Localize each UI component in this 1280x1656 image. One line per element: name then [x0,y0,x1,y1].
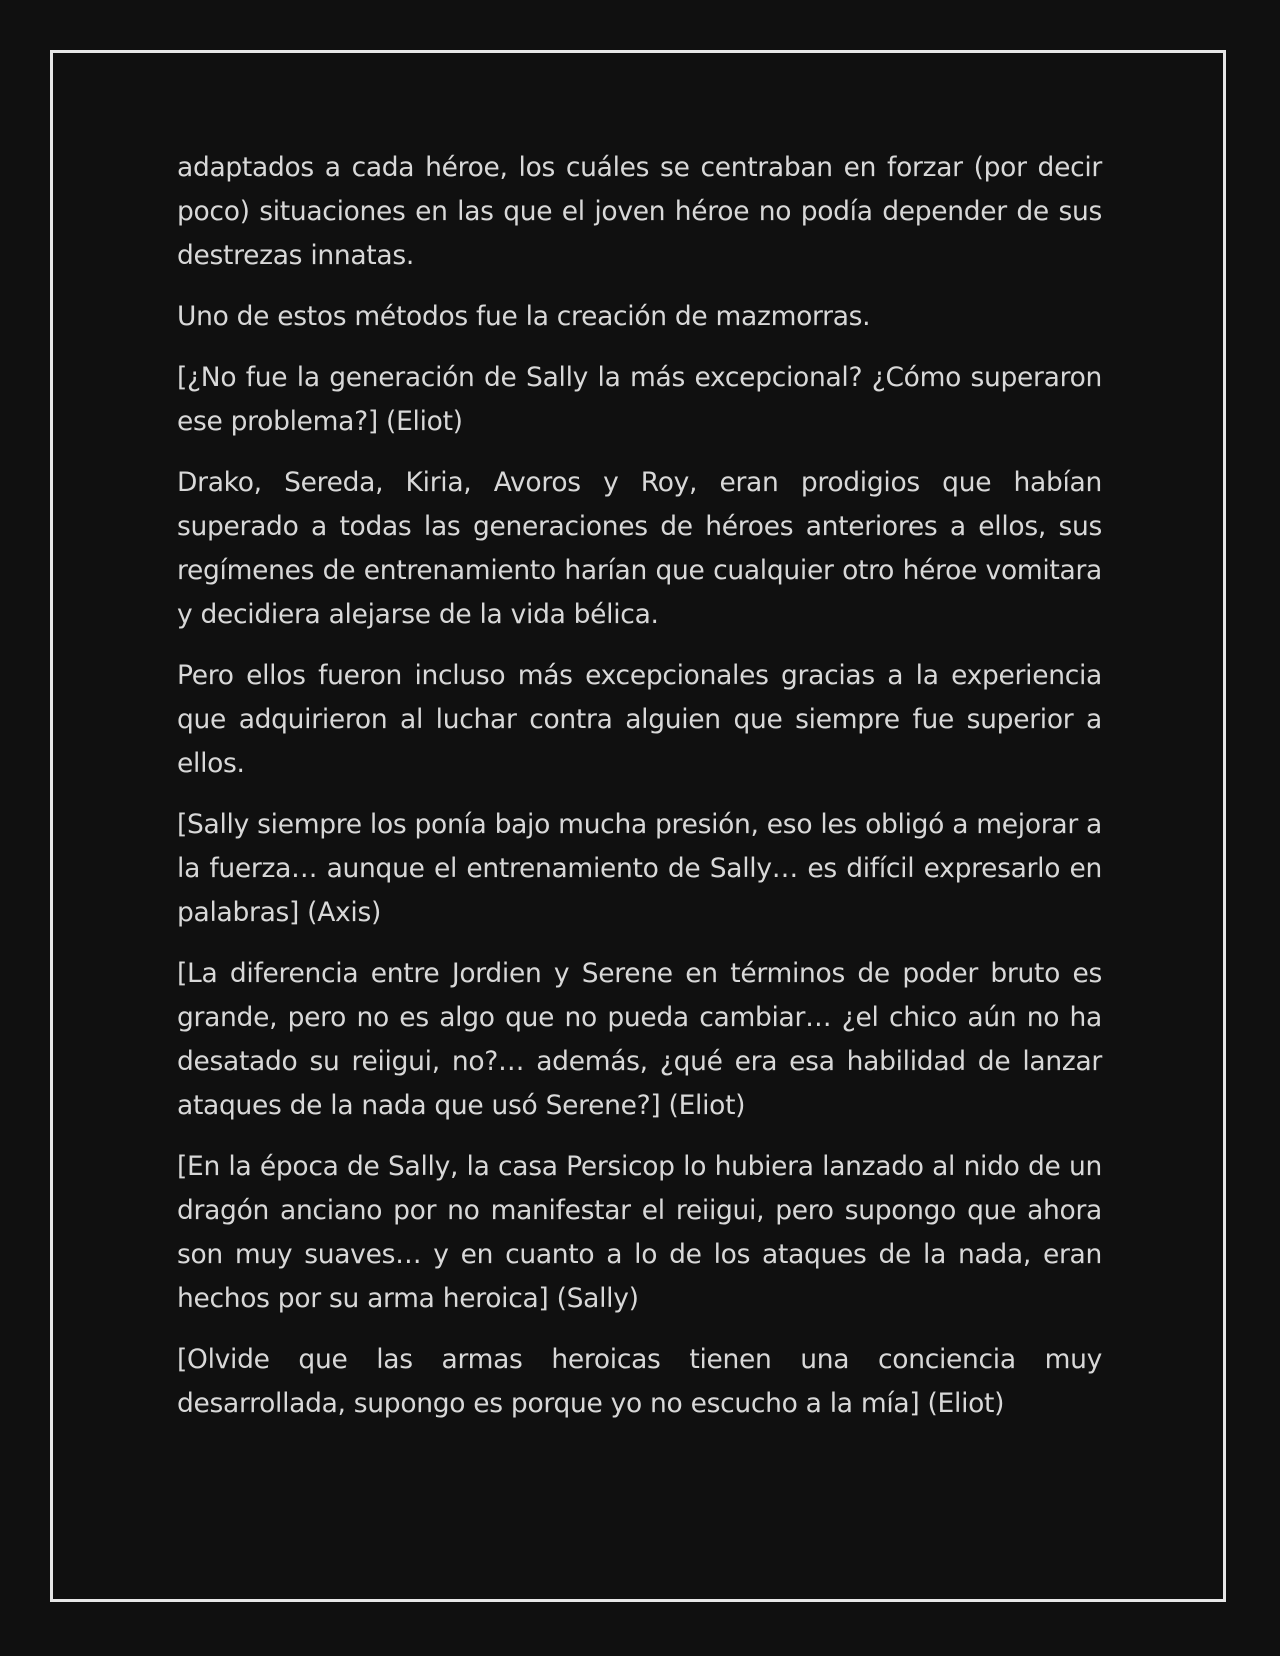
paragraph: Pero ellos fueron incluso más excepcionales gracias a la experiencia que adquirieron al luchar contra alguien que siempre fue superior a ellos. [177,660,1102,779]
dialogue-paragraph: [En la época de Sally, la casa Persicop lo hubiera lanzado al nido de un dragón anciano por no manifestar el reiigui, pero supongo que ahora son muy suaves… y en cuanto a lo de los ataques de la nada, eran hechos por su arma heroica] (Sally) [177,1151,1102,1314]
dialogue-paragraph: [Sally siempre los ponía bajo mucha presión, eso les obligó a mejorar a la fuerza… aunque el entrenamiento de Sally… es difícil expresarlo en palabras] (Axis) [177,809,1102,928]
dialogue-paragraph: [¿No fue la generación de Sally la más excepcional? ¿Cómo superaron ese problema?] (Eliot) [177,362,1102,437]
dialogue-paragraph: [La diferencia entre Jordien y Serene en términos de poder bruto es grande, pero no es algo que no pueda cambiar… ¿el chico aún no ha desatado su reiigui, no?… además, ¿qué era esa habilidad de lanzar ataques de la nada que usó Serene?] (Eliot) [177,958,1102,1121]
dialogue-paragraph: [Olvide que las armas heroicas tienen una conciencia muy desarrollada, supongo es porque yo no escucho a la mía] (Eliot) [177,1344,1102,1419]
paragraph: Drako, Sereda, Kiria, Avoros y Roy, eran prodigios que habían superado a todas las generaciones de héroes anteriores a ellos, sus regímenes de entrenamiento harían que cualquier otro héroe vomitara y decidiera alejarse de la vida bélica. [177,467,1102,630]
paragraph: adaptados a cada héroe, los cuáles se centraban en forzar (por decir poco) situaciones en las que el joven héroe no podía depender de sus destrezas innatas. [177,152,1102,271]
paragraph: Uno de estos métodos fue la creación de mazmorras. [177,301,871,332]
text-body [177,146,1102,1443]
